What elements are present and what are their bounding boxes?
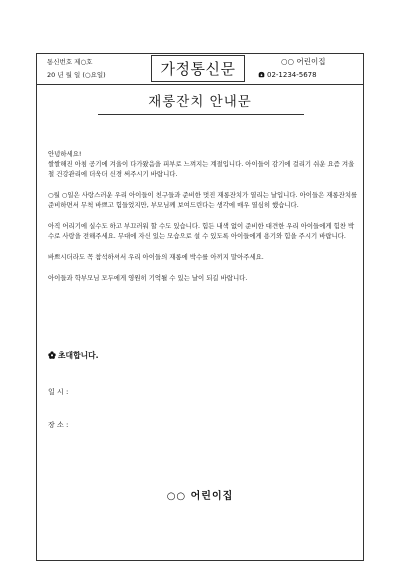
- document-title: 가정통신문: [151, 55, 245, 82]
- org-contact: [249, 54, 365, 84]
- field-label: 장 소 :: [48, 421, 69, 429]
- title-underline: [98, 114, 304, 115]
- paragraph-2: ○월 ○일은 사랑스러운 우리 아이들이 친구들과 준비한 멋진 재롱잔치가 열리는 날입니다. 아이들은 재롱잔치를 준비하면서 무척 바쁘고 힘들었지만, 부모님께 보여드린다는 생각에 매우 열심히 했습니다.: [48, 191, 358, 209]
- notice-document: [36, 53, 364, 561]
- header-divider: [37, 84, 363, 85]
- phone-icon: [258, 71, 265, 78]
- org-name: ○○ 어린이집: [281, 57, 326, 66]
- issue-number: 통신번호 제○호: [47, 58, 93, 66]
- greeting: 안녕하세요!: [48, 150, 82, 158]
- date-time-field: [48, 387, 76, 397]
- org-phone: 02-1234-5678: [267, 71, 317, 79]
- invite-heading: [48, 350, 99, 362]
- paragraph-3: 아직 어리기에 실수도 하고 부끄러워 할 수도 있습니다. 힘든 내색 없이 준비한 대견한 우리 아이들에게 힘찬 박수로 사랑을 전해주세요. 무대에 자신 있는 모습으로 설 수 있도록 아이들에게 용기와 힘을 주시기 바랍니다.: [48, 222, 355, 240]
- location-field: [48, 420, 76, 430]
- issue-date: 20 년 월 일 (○요일): [47, 71, 106, 79]
- paragraph-4: 바쁘시더라도 꼭 참석하셔서 우리 아이들의 재롱에 박수를 아끼지 말아주세요.: [48, 253, 264, 261]
- notice-title: 재롱잔치 안내문: [148, 94, 252, 110]
- issue-info: [37, 54, 145, 84]
- footer-org-name: ○○ 어린이집: [166, 491, 234, 502]
- paragraph-5: 아이들과 학부모님 모두에게 영원히 기억될 수 있는 날이 되길 바랍니다.: [48, 274, 248, 282]
- flower-icon: [48, 351, 56, 359]
- paragraph-1: 쌀쌀해진 아침 공기에 겨울이 다가왔음을 피부로 느껴지는 계절입니다. 아이들이 감기에 걸리기 쉬운 요즘 겨울철 건강관리에 더욱더 신경 써주시기 바랍니다.: [48, 160, 355, 178]
- header-row: [37, 54, 363, 84]
- invite-text: 초대합니다.: [58, 351, 99, 360]
- field-label: 일 시 :: [48, 388, 69, 396]
- notice-body: [48, 149, 358, 283]
